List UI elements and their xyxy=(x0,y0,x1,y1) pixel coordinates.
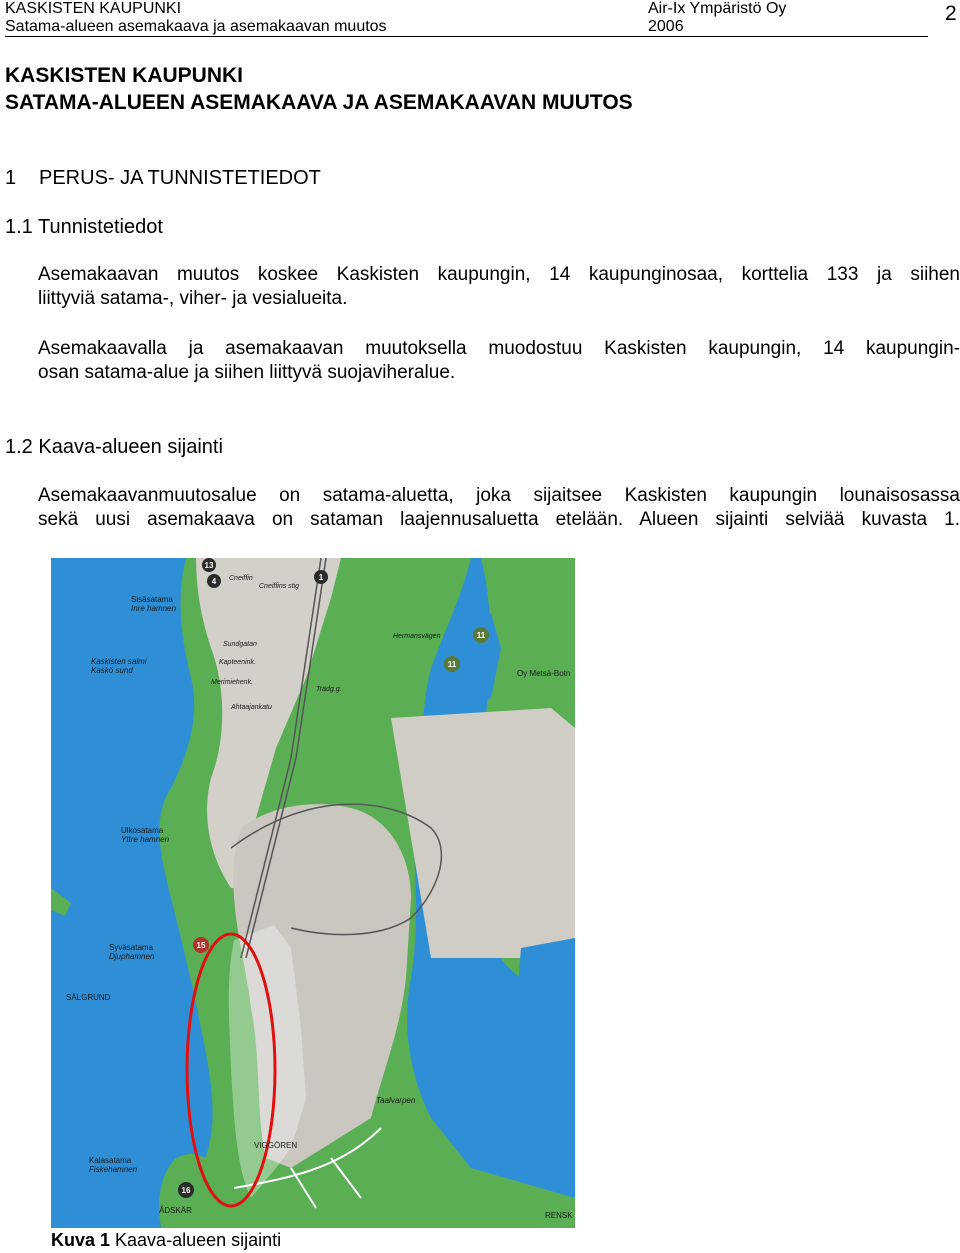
map-label: Merimiehenk. xyxy=(211,679,254,686)
header-company: Air-Ix Ympäristö Oy xyxy=(648,0,787,17)
map-label: Taalvarpen xyxy=(376,1096,416,1105)
paragraph-line: Asemakaavanmuutosalue on satama-aluetta, joka sijaitsee Kaskisten kaupungin lounaisosassa xyxy=(38,485,960,506)
header-right xyxy=(648,0,786,36)
map-label: Syväsatama xyxy=(109,943,154,952)
section-1-2-paragraph xyxy=(38,484,960,532)
map-label: Kaskö sund xyxy=(91,666,133,675)
paragraph-line: sekä uusi asemakaava on sataman laajennusaluetta etelään. Alueen sijainti selviää kuvasta 1. xyxy=(38,509,960,530)
section-1-heading xyxy=(5,166,321,190)
header-document-title: Satama-alueen asemakaava ja asemakaavan muutos xyxy=(5,18,387,35)
map-label: Cneiffin xyxy=(229,575,253,582)
header-year: 2006 xyxy=(648,18,684,35)
map-label: Cneiffins stig xyxy=(259,583,300,590)
east-bay xyxy=(515,938,575,1118)
map-label: Kaskisten salmi xyxy=(91,657,147,666)
map-label: Sisäsatama xyxy=(131,595,173,604)
map-marker-label: 1 xyxy=(318,573,324,582)
location-map xyxy=(51,558,575,1228)
section-1-1-heading: 1.1 Tunnistetiedot xyxy=(5,216,163,238)
map-label: Inre hamnen xyxy=(131,604,176,613)
page-header xyxy=(5,0,928,37)
map-label: Yttre hamnen xyxy=(121,835,170,844)
section-1-title: PERUS- JA TUNNISTETIEDOT xyxy=(39,167,321,189)
map-marker-label: 16 xyxy=(181,1186,191,1195)
map-label: Fiskehamnen xyxy=(89,1165,138,1174)
caption-label: Kuva 1 xyxy=(51,1230,111,1250)
map-label: Trädg.g. xyxy=(316,686,342,693)
main-title-line2: SATAMA-ALUEEN ASEMAKAAVA JA ASEMAKAAVAN MUUTOS xyxy=(5,91,633,114)
map-marker-label: 11 xyxy=(447,660,457,669)
figure-caption xyxy=(51,1229,281,1251)
section-1-number: 1 xyxy=(5,167,17,189)
map-label: Hermansvägen xyxy=(393,633,441,640)
main-title-line1: KASKISTEN KAUPUNKI xyxy=(5,64,244,87)
map-label: Ahtaajankatu xyxy=(231,704,272,711)
paragraph-line: osan satama-alue ja siihen liittyvä suojaviheralue. xyxy=(38,362,456,383)
paragraph-line: Asemakaavan muutos koskee Kaskisten kaupungin, 14 kaupunginosaa, korttelia 133 ja siihen xyxy=(38,264,960,285)
section-1-2-heading: 1.2 Kaava-alueen sijainti xyxy=(5,436,223,458)
map-marker-label: 11 xyxy=(476,631,486,640)
map-label: Oy Metsä-Botn xyxy=(517,669,571,678)
map-label: ÅDSKÄR xyxy=(159,1206,192,1215)
header-organization: KASKISTEN KAUPUNKI xyxy=(5,0,182,17)
section-1-1-paragraph-2 xyxy=(38,337,960,385)
map-label: Djuphamnen xyxy=(109,952,155,961)
page-number: 2 xyxy=(945,2,957,25)
map-label: VIGGÖREN xyxy=(254,1141,298,1150)
header-left xyxy=(5,0,387,36)
map-label: Ulkosatama xyxy=(121,826,164,835)
map-marker-label: 15 xyxy=(196,941,206,950)
map-marker-label: 13 xyxy=(204,561,214,570)
map-label: Kapteenink. xyxy=(219,659,256,666)
paragraph-line: liittyviä satama-, viher- ja vesialueita. xyxy=(38,288,348,309)
map-label: RENSK xyxy=(545,1211,573,1220)
map-label: SÄLGRUND xyxy=(66,993,111,1002)
paragraph-line: Asemakaavalla ja asemakaavan muutoksella muodostuu Kaskisten kaupungin, 14 kaupungin- xyxy=(38,338,960,359)
caption-text: Kaava-alueen sijainti xyxy=(110,1230,282,1250)
map-label: Sundgatan xyxy=(223,641,257,648)
map-label: Kalasatama xyxy=(89,1156,132,1165)
section-1-1-paragraph-1 xyxy=(38,263,960,311)
map-marker-label: 4 xyxy=(211,577,217,586)
